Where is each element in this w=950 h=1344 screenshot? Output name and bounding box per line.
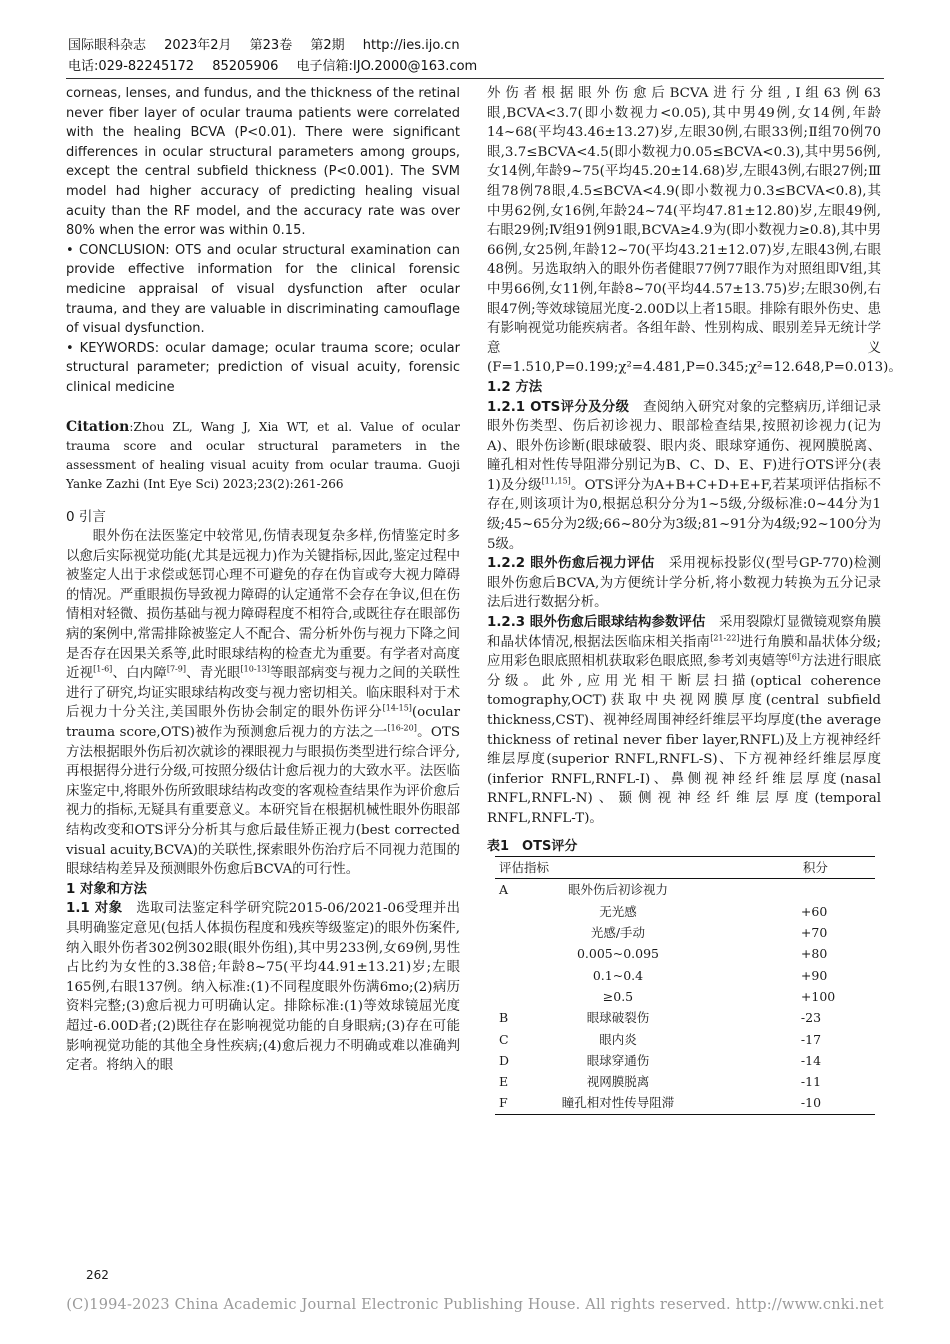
row-score: +60 xyxy=(800,903,828,919)
ref-16-20[interactable]: [16-20] xyxy=(387,723,417,733)
row-code: D xyxy=(499,1052,510,1068)
row-code: C xyxy=(499,1031,509,1047)
row-item: 光感/手动 xyxy=(590,925,646,941)
page-number: 262 xyxy=(86,1268,109,1282)
table-row xyxy=(495,1071,875,1092)
row-code xyxy=(495,901,543,922)
section-1-2-title: 1.2 方法 xyxy=(487,379,543,395)
table-row xyxy=(495,901,875,922)
table-row xyxy=(495,1092,875,1114)
table-row xyxy=(495,1007,875,1028)
ref-14-15[interactable]: [14-15] xyxy=(382,703,412,713)
section-1-1: 1.1 对象 选取司法鉴定科学研究院2015-06/2021-06受理并出具明确鉴定意见(包括人体损伤程度和残疾等级鉴定)的眼外伤案件,纳入眼外伤者302例302眼(眼外伤组),其中男233例,女69例,男性占比约为女性的3.38倍;年龄8~75(平均44.91±13.21)岁;左眼165例,右眼137例。纳入标准:(1)不同程度眼外伤满6mo;(2)病历资料完整;(3)愈后视力可明确认定。排除标准:(1)等效球镜屈光度超过-6.00D者;(2)既往存在影响视觉功能的自身眼病;(3)存在可能影响视觉功能的其他全身性疾病;(4)愈后视力不明确或难以准确判定者。将纳入的眼 xyxy=(66,901,461,1074)
abstract-conclusion: • CONCLUSION: OTS and ocular structural examination can provide effective information for the clinical forensic medicine appraisal of visual dysfunction after ocular trauma, and they are valuable in discriminating camouflage of visual dysfunction. xyxy=(66,242,460,337)
section-1-2-1: 1.2.1 OTS评分及分级 查阅纳入研究对象的完整病历,详细记录眼外伤类型、伤后初诊视力、眼部检查结果,按照初诊视力(记为A)、眼外伤诊断(眼球破裂、眼内炎、眼球穿通伤、视网膜脱离、瞳孔相对性传导阻滞分别记为B、C、D、E、F)进行OTS评分(表1)及分级[11,15]。OTS评分为A+B+C+D+E+F,若某项评估指标不存在,则该项计为0,根据总积分分为1~5级,分级标准:0~44分为1级;45~65分为2级;66~80分为3级;81~91分为4级;92~100分为5级。 xyxy=(487,399,882,552)
copyright-footer: (C)1994-2023 China Academic Journal Electronic Publishing House. All rights reserved. http://www.cnki.net xyxy=(66,1297,884,1313)
row-score: -17 xyxy=(800,1031,822,1047)
row-code: B xyxy=(499,1010,509,1026)
row-score: -10 xyxy=(693,1092,875,1114)
ref-10-13[interactable]: [10-13] xyxy=(240,664,270,674)
table-row xyxy=(495,986,875,1007)
row-score xyxy=(693,879,875,901)
phone-2: 85205906 xyxy=(212,59,279,74)
volume: 第23卷 xyxy=(249,38,293,53)
row-item: 瞳孔相对性传导阻滞 xyxy=(543,1092,693,1114)
row-item: 视网膜脱离 xyxy=(586,1074,650,1090)
citation-label: Citation xyxy=(66,418,130,435)
row-item: 眼球破裂伤 xyxy=(586,1010,650,1026)
groups-paragraph: 外伤者根据眼外伤愈后BCVA进行分组,Ⅰ组63例63眼,BCVA<3.7(即小数视力<0.05),其中男49例,女14例,年龄14~68(平均43.46±13.27)岁,左眼30例,右眼33例;Ⅱ组70例70眼,3.7≤BCVA<4.5(即小数视力0.05≤BCVA<0.3),其中男56例,女14例,年龄9~75(平均45.20±14.68)岁,左眼43例,右眼27例;Ⅲ组78例78眼,4.5≤BCVA<4.9(即小数视力0.3≤BCVA<0.8),其中男62例,女16例,年龄24~74(平均47.81±12.80)岁,左眼49例,右眼29例;Ⅳ组91例91眼,BCVA≥4.9为(即小数视力≥0.8),其中男66例,女25例,年龄12~70(平均43.21±12.07)岁,左眼43例,右眼48例。另选取纳入的眼外伤者健眼77例77眼作为对照组即Ⅴ组,其中男66例,女11例,年龄8~70(平均44.57±13.75)岁;左眼30例,右眼47例;等效球镜屈光度-2.00D以上者15眼。排除有眼外伤史、患有影响视觉功能疾病者。各组年龄、性别构成、眼别差异无统计学意义(F=1.510,P=0.199;χ²=4.481,P=0.345;χ²=12.648,P=0.013)。 xyxy=(487,86,902,376)
row-score: -11 xyxy=(800,1074,822,1090)
section-1-2-3: 1.2.3 眼外伤愈后眼球结构参数评估 采用裂隙灯显微镜观察角膜和晶状体情况,根据法医临床相关指南[21-22]进行角膜和晶状体分级;应用彩色眼底照相机获取彩色眼底照,参考刘夷嬉等[6]方法进行眼底分级。此外,应用光相干断层扫描(optical coherence tomography,OCT)获取中央视网膜厚度(central subfield thickness,CST)、视神经周围神经纤维层平均厚度(the average thickness of retinal never fiber layer,RNFL)及上方视神经纤维层厚度(superior RNFL,RNFL-S)、下方视神经纤维层厚度(inferior RNFL,RNFL-I)、鼻侧视神经纤维层厚度(nasal RNFL,RNFL-N)、颞侧视神经纤维层厚度(temporal RNFL,RNFL-T)。 xyxy=(487,615,882,826)
ref-6[interactable]: [6] xyxy=(788,652,800,662)
ref-11-15[interactable]: [11,15] xyxy=(541,476,571,486)
citation-text: :Zhou ZL, Wang J, Xia WT, et al. Value of ocular trauma score and ocular structural parameters in the assessment of healing visual acuity from ocular trauma. Guoji Yanke Zazhi (Int Eye Sci) 2023;23(2):261-266 xyxy=(66,419,460,491)
header-rule xyxy=(66,78,884,79)
ref-7-9[interactable]: [7-9] xyxy=(166,664,186,674)
table-row xyxy=(495,1029,875,1050)
row-code: E xyxy=(499,1074,509,1090)
row-code xyxy=(495,943,543,964)
row-item: 眼内炎 xyxy=(599,1031,637,1047)
email[interactable]: 电子信箱:IJO.2000@163.com xyxy=(296,59,478,74)
ref-1-6[interactable]: [1-6] xyxy=(93,664,113,674)
table-row xyxy=(495,1050,875,1071)
row-item: 0.1~0.4 xyxy=(592,967,644,983)
section-1-2-2: 1.2.2 眼外伤愈后视力评估 采用视标投影仪(型号GP-770)检测眼外伤愈后BCVA,为方便统计学分析,将小数视力转换为五分记录法后进行数据分析。 xyxy=(487,556,882,611)
running-header xyxy=(68,34,474,53)
row-score: +100 xyxy=(800,988,836,1004)
table-1-caption: 表1 OTS评分 xyxy=(487,838,578,854)
abstract-keywords: • KEYWORDS: ocular damage; ocular trauma score; ocular structural parameter; prediction of visual acuity, forensic clinical medicine xyxy=(66,340,460,395)
journal-url[interactable]: http://ies.ijo.cn xyxy=(362,38,460,53)
row-score: +70 xyxy=(800,925,828,941)
section-0-title: 0 引言 xyxy=(66,508,106,525)
row-code: F xyxy=(495,1092,543,1114)
row-score: +90 xyxy=(800,967,828,983)
row-item: 眼球穿通伤 xyxy=(586,1052,650,1068)
row-item: 无光感 xyxy=(599,903,637,919)
row-score: +80 xyxy=(800,946,828,962)
row-item: 0.005~0.095 xyxy=(576,946,659,962)
section-1-1-title: 1.1 对象 xyxy=(66,901,123,917)
abstract-results-tail: corneas, lenses, and fundus, and the thickness of the retinal never fiber layer of ocular trauma patients were correlated with the healing BCVA (P<0.01). There were significant differences in ocular structural parameters among groups, except the central subfield thickness (P<0.001). The SVM model had higher accuracy of predicting healing visual acuity than the RF model, and the accuracy rate was over 80% when the error was within 0.15. xyxy=(66,86,460,239)
phone: 电话:029-82245172 xyxy=(68,59,195,74)
contact-header xyxy=(68,55,491,74)
table-row xyxy=(495,965,875,986)
row-code: A xyxy=(499,882,509,898)
right-column xyxy=(487,84,902,1115)
journal-name: 国际眼科杂志 xyxy=(68,38,147,53)
intro-paragraph: 眼外伤在法医鉴定中较常见,伤情表现复杂多样,伤情鉴定时多以愈后实际视觉功能(尤其是远视力)作为关键指标,因此,鉴定过程中被鉴定人出于求偿或惩罚心理不可避免的存在伪盲或夸大视力障碍的情况。严重眼损伤导致视力障碍的认定通常不会存在争议,但在伤情相对轻微、损伤基础与视力障碍程度不相符合,或既往存在眼部伤病的案例中,常需排除被鉴定人不配合、需分析外伤与视力下降之间是否存在因果关系等,此时眼球结构的检查尤为重要。有学者对高度近视[1-6]、白内障[7-9]、青光眼[10-13]等眼部病变与视力之间的关联性进行了研究,均证实眼球结构改变与视力密切相关。临床眼科对于术后视力十分关注,美国眼外伤协会制定的眼外伤评分[14-15](ocular trauma score,OTS)被作为预测愈后视力的方法之一[16-20]。OTS方法根据眼外伤后初次就诊的裸眼视力与眼损伤类型进行综合评分,再根据得分进行分级,可按照分级估计愈后视力的大致水平。法医临床鉴定中,将眼外伤所致眼球结构改变的客观检查结果作为评价愈后视力的指标,无疑具有重要意义。本研究旨在根据机械性眼外伤眼部结构改变和OTS评分分析其与愈后最佳矫正视力(best corrected visual acuity,BCVA)的关联性,探索眼外伤治疗后不同视力范围的眼球结构差异及预测眼外伤愈后BCVA的可行性。 xyxy=(66,529,461,878)
issue-date: 2023年2月 xyxy=(164,38,232,53)
row-code xyxy=(495,986,543,1007)
ref-21-22[interactable]: [21-22] xyxy=(710,633,740,643)
row-score: -23 xyxy=(800,1010,822,1026)
row-item: 眼外伤后初诊视力 xyxy=(567,882,668,898)
table-row xyxy=(495,943,875,964)
row-score: -14 xyxy=(800,1052,822,1068)
table-row xyxy=(495,922,875,943)
citation xyxy=(66,418,460,494)
table-row xyxy=(495,879,875,901)
row-item: ≥0.5 xyxy=(602,988,634,1004)
ots-table xyxy=(495,856,875,1115)
row-code xyxy=(495,922,543,943)
issue: 第2期 xyxy=(310,38,345,53)
row-code xyxy=(495,965,543,986)
table-header-item: 评估指标 xyxy=(495,857,693,879)
section-1-title: 1 对象和方法 xyxy=(66,881,147,897)
table-header-score: 积分 xyxy=(693,857,875,879)
left-column xyxy=(66,84,460,1076)
